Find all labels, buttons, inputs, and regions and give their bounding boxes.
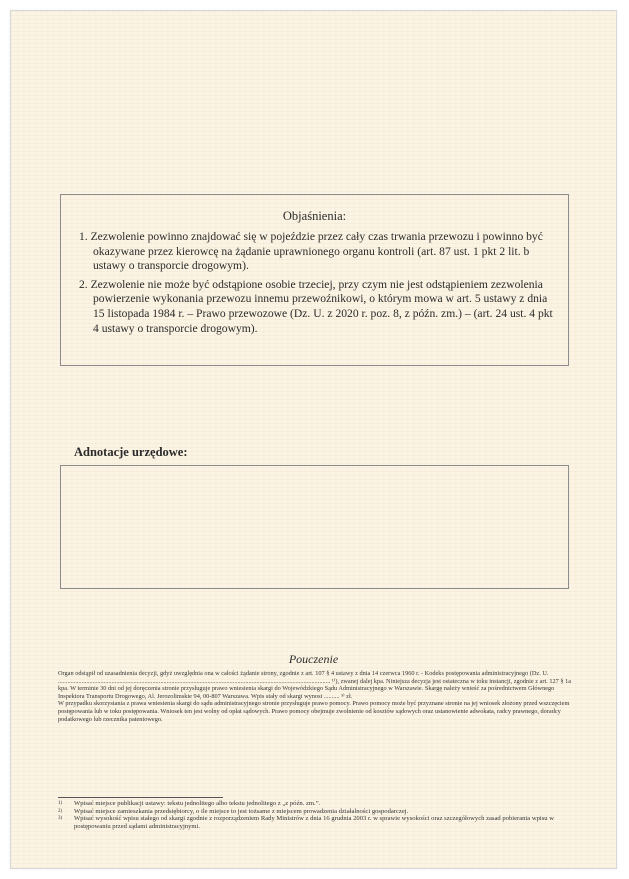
instruction-body (58, 670, 573, 723)
footnote-divider (58, 797, 223, 798)
explanation-item: 1. Zezwolenie powinno znajdować się w pojeździe przez cały czas trwania przewozu i powinno być okazywane przez kierowcę na żądanie uprawnionego organu kontroli (art. 87 ust. 1 pkt 2 lit. b ustawy o transporcie drogowym). (79, 230, 543, 273)
footnote (58, 800, 573, 808)
footnote-text: Wpisać wysokość wpisu stałego od skargi zgodnie z rozporządzeniem Rady Ministrów z dnia 16 grudnia 2003 r. w sprawie wysokości oraz szczegółowych zasad pobierania wpisu w postępowaniu przed sądami administracyjnymi. (74, 815, 554, 831)
explanations-title: Objaśnienia: (282, 209, 347, 223)
explanations-box (60, 194, 569, 366)
footnote-text: Wpisać miejsce publikacji ustawy: tekstu jednolitego albo tekstu jednolitego z „z późn. zm.”. (74, 800, 321, 807)
official-annotations-box (60, 465, 569, 589)
footnote-text: Wpisać miejsce zamieszkania przedsiębiorcy, o ile miejsce to jest tożsame z miejscem prowadzenia działalności gospodarczej. (74, 807, 409, 815)
official-annotations-heading: Adnotacje urzędowe: (74, 445, 188, 459)
footnote-number: 3) (58, 816, 63, 822)
instruction-paragraph: Organ odstąpił od uzasadnienia decyzji, gdyż uwzględnia ona w całości żądanie strony, zgodnie z art. 107 § 4 ustawy z dnia 14 czerwca 1960 r. - Kodeks postępowania administracyjnego (Dz. U. ............................................................................................................................................................................. ¹⁾), zwanej dalej kpa. Niniejsza decyzja jest ostateczna w toku instancji, zgodnie z art. 127 § 1a kpa. W terminie 30 dni od jej doręczenia stronie przysługuje prawo wniesienia skargi do Wojewódzkiego Sądu Administracyjnego w Warszawie. Skargę należy wnieść za pośrednictwem Głównego Inspektora Transportu Drogowego, Al. Jerozolimskie 94, 00-807 Warszawa. Wpis stały od skargi wynosi .......... ³⁾ zł. (58, 670, 572, 700)
instruction-paragraph: W przypadku skorzystania z prawa wniesienia skargi do sądu administracyjnego stronie przysługuje prawo pomocy. Prawo pomocy może być przyznane stronie na jej wniosek złożony przed wszczęciem postępowania lub w toku postępowania. Wniosek ten jest wolny od opłat sądowych. Prawo pomocy obejmuje zwolnienie od kosztów sądowych oraz ustanowienie adwokata, radcy prawnego, doradcy podatkowego lub rzecznika patentowego. (58, 700, 570, 723)
footnotes (58, 800, 573, 831)
instruction-title: Pouczenie (288, 652, 339, 666)
footnote-number: 1) (58, 801, 63, 806)
footnote-number: 2) (58, 808, 63, 814)
explanation-item: 2. Zezwolenie nie może być odstąpione osobie trzeciej, przy czym nie jest odstąpieniem zezwolenia powierzenie wykonania przewozu innemu przewoźnikowi, o którym mowa w art. 5 ustawy z dnia 15 listopada 1984 r. – Prawo przewozowe (Dz. U. z 2020 r. poz. 8, z późn. zm.) – (art. 24 ust. 4 pkt 4 ustawy o transporcie drogowym). (79, 277, 553, 335)
footnote (58, 808, 573, 816)
document-page (10, 10, 617, 869)
explanations-list (61, 230, 568, 336)
footnote (58, 815, 573, 830)
